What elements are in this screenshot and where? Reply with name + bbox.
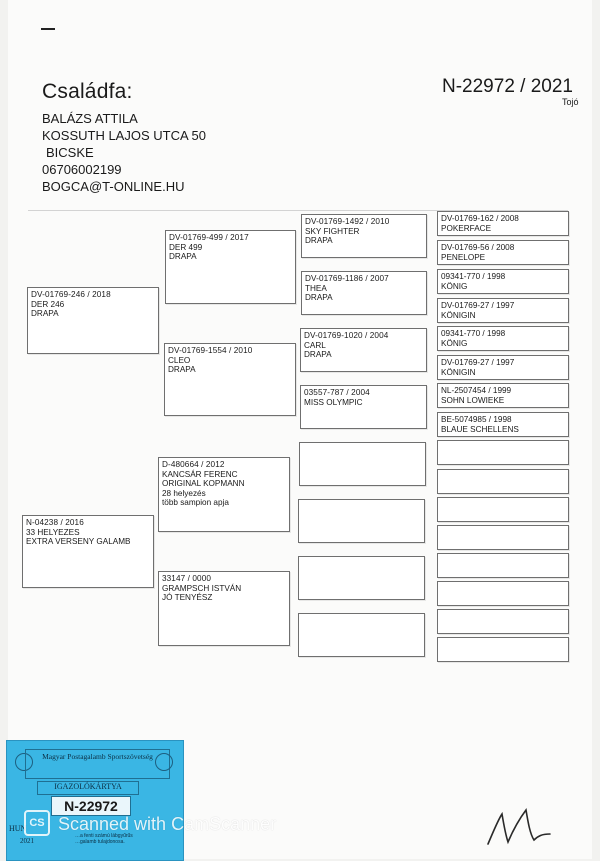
scanner-watermark: Scanned with CamScanner (58, 814, 277, 834)
g4-name: SOHN LOWIEKE (441, 395, 505, 405)
g4-box-14 (437, 581, 569, 606)
camscanner-logo-icon: CS (24, 810, 50, 836)
ffm-box (301, 271, 427, 315)
page-title: Családfa: (42, 80, 133, 103)
card-footnote-2: …galamb tulajdonosa. (75, 839, 125, 845)
g4-box-12 (437, 525, 569, 550)
mmf-box (298, 556, 425, 600)
g4-box-5 (437, 326, 569, 351)
ff-box (165, 230, 296, 304)
mf-info-1: KANCSÁR FERENC (162, 469, 238, 479)
mother-ring: N-04238 / 2016 (26, 518, 84, 527)
g4-box-11 (437, 497, 569, 522)
fm-box (164, 343, 296, 416)
g4-box-8 (437, 412, 569, 437)
fmf-box (300, 328, 427, 372)
g4-box-7 (437, 383, 569, 408)
signature (484, 800, 554, 850)
g4-box-3 (437, 269, 569, 294)
id-card (6, 740, 184, 861)
ff-ring: DV-01769-499 / 2017 (169, 233, 249, 242)
g4-box-2 (437, 240, 569, 265)
mf-info-4: több sampion apja (162, 498, 229, 508)
father-breeder: DRAPA (31, 309, 59, 319)
owner-name: BALÁZS ATTILA (42, 111, 138, 126)
fmm-ring: 03557-787 / 2004 (304, 388, 370, 397)
card-country: HUN (9, 824, 27, 833)
card-subtitle: IGAZOLÓKÁRTYA (37, 781, 139, 795)
g4-ring: DV-01769-162 / 2008 (441, 214, 519, 223)
ffm-name: THEA (305, 283, 327, 293)
fmf-breeder: DRAPA (304, 350, 332, 360)
ff-breeder: DRAPA (169, 252, 197, 262)
fff-ring: DV-01769-1492 / 2010 (305, 217, 390, 226)
ffm-breeder: DRAPA (305, 293, 333, 303)
mother-box (22, 515, 154, 588)
father-name: DER 246 (31, 299, 65, 309)
g4-ring: DV-01769-27 / 1997 (441, 301, 515, 310)
g4-name: BLAUE SCHELLENS (441, 424, 519, 434)
father-ring: DV-01769-246 / 2018 (31, 290, 111, 299)
g4-ring: 09341-770 / 1998 (441, 272, 506, 281)
owner-city: BICSKE (46, 145, 94, 160)
mfm-box (298, 499, 425, 543)
g4-name: KÖNIG (441, 281, 468, 291)
owner-block (42, 110, 206, 195)
fm-ring: DV-01769-1554 / 2010 (168, 346, 253, 355)
g4-box-6 (437, 355, 569, 380)
ff-name: DER 499 (169, 242, 203, 252)
g4-box-1 (437, 211, 569, 236)
sex-label: Tojó (562, 97, 579, 107)
g4-box-9 (437, 440, 569, 465)
mother-info-1: 33 HELYEZES (26, 527, 80, 537)
g4-name: KÖNIG (441, 338, 468, 348)
pedigree-sheet (8, 0, 592, 859)
card-year: 2021 (20, 837, 34, 845)
fff-breeder: DRAPA (305, 236, 333, 246)
g4-ring: DV-01769-56 / 2008 (441, 243, 515, 252)
owner-street: KOSSUTH LAJOS UTCA 50 (42, 128, 206, 143)
g4-box-16 (437, 637, 569, 662)
card-header: Magyar Postagalamb Sportszövetség (25, 749, 170, 779)
mm-info-2: JÓ TENYÉSZ (162, 593, 213, 603)
fmf-name: CARL (304, 340, 326, 350)
g4-name: PENELOPE (441, 252, 486, 262)
g4-box-15 (437, 609, 569, 634)
mff-box (299, 442, 426, 486)
fm-breeder: DRAPA (168, 365, 196, 375)
g4-name: KÖNIGIN (441, 367, 476, 377)
card-footnote-1: …a fenti számú lábgyűrűs (75, 833, 133, 839)
corner-mark (41, 28, 55, 30)
mmm-box (298, 613, 425, 657)
g4-ring: NL-2507454 / 1999 (441, 386, 512, 395)
g4-ring: 09341-770 / 1998 (441, 329, 506, 338)
pigeon-emblem-icon (155, 753, 173, 771)
father-box (27, 287, 159, 354)
mf-info-2: ORIGINAL KOPMANN (162, 479, 245, 489)
owner-phone: 06706002199 (42, 162, 122, 177)
mf-info-3: 28 helyezés (162, 488, 206, 498)
pedigree-divider (28, 210, 568, 211)
fm-name: CLEO (168, 355, 191, 365)
g4-ring: DV-01769-27 / 1997 (441, 358, 515, 367)
mm-ring: 33147 / 0000 (162, 574, 212, 583)
mf-ring: D-480664 / 2012 (162, 460, 225, 469)
fmf-ring: DV-01769-1020 / 2004 (304, 331, 389, 340)
mm-info-1: GRAMPSCH ISTVÁN (162, 583, 242, 593)
g4-name: POKERFACE (441, 223, 492, 233)
fff-box (301, 214, 427, 258)
mm-box (158, 571, 290, 646)
g4-name: KÖNIGIN (441, 310, 476, 320)
ffm-ring: DV-01769-1186 / 2007 (305, 274, 389, 283)
mf-box (158, 457, 290, 532)
pigeon-ring-number: N-22972 / 2021 (442, 76, 573, 97)
g4-box-13 (437, 553, 569, 578)
g4-box-10 (437, 469, 569, 494)
fff-name: SKY FIGHTER (305, 226, 360, 236)
owner-email: BOGCA@T-ONLINE.HU (42, 179, 185, 194)
g4-ring: BE-5074985 / 1998 (441, 415, 512, 424)
card-ring-number: N-22972 (51, 796, 131, 816)
mother-info-2: EXTRA VERSENY GALAMB (26, 537, 131, 547)
g4-box-4 (437, 298, 569, 323)
fmm-box (300, 385, 427, 429)
fmm-name: MISS OLYMPIC (304, 397, 363, 407)
